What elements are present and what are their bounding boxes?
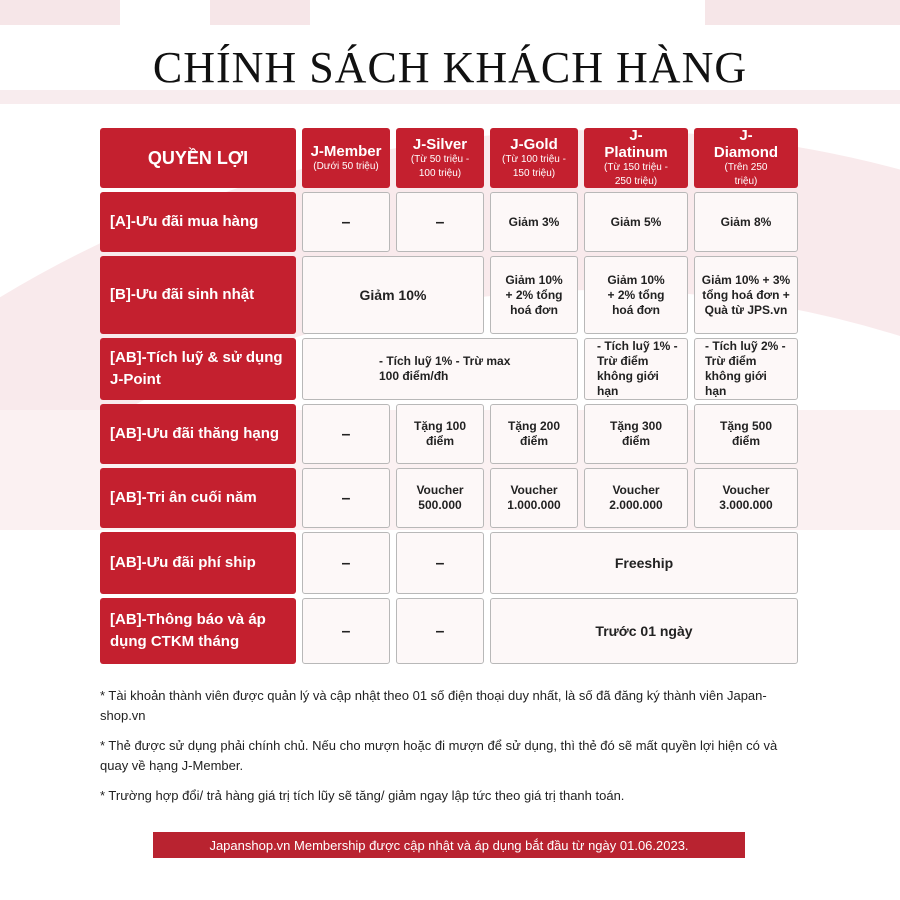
benefit-cell: Giảm 10% + 3% tổng hoá đơn + Quà từ JPS.vn xyxy=(694,256,798,334)
benefit-cell: - Tích luỹ 1% - Trừ max 100 điểm/đh xyxy=(302,338,578,400)
tier-name: J-Diamond xyxy=(713,127,779,161)
tier-header-j-member xyxy=(302,128,390,188)
benefit-cell: – xyxy=(396,532,484,594)
tier-header-j-diamond xyxy=(694,128,798,188)
benefit-cell: - Tích luỹ 2% - Trừ điểm không giới hạn xyxy=(694,338,798,400)
note: * Trường hợp đổi/ trả hàng giá trị tích lũy sẽ tăng/ giảm ngay lập tức theo giá trị thanh toán. xyxy=(100,788,625,803)
row-label: [AB]-Ưu đãi thăng hạng xyxy=(100,404,296,464)
tier-range: (Từ 150 triệu - 250 triệu) xyxy=(604,162,668,187)
benefit-cell: – xyxy=(302,598,390,664)
tier-name: J-Gold xyxy=(510,135,558,153)
benefit-cell: Tặng 500 điểm xyxy=(694,404,798,464)
benefit-cell: Voucher 500.000 xyxy=(396,468,484,528)
row-label: [A]-Ưu đãi mua hàng xyxy=(100,192,296,252)
benefit-cell: Giảm 10% xyxy=(302,256,484,334)
benefit-cell: Giảm 10% + 2% tổng hoá đơn xyxy=(490,256,578,334)
benefit-cell: Giảm 8% xyxy=(694,192,798,252)
benefit-cell: – xyxy=(302,468,390,528)
tier-header-j-silver xyxy=(396,128,484,188)
benefit-cell: – xyxy=(302,192,390,252)
benefit-cell: Giảm 3% xyxy=(490,192,578,252)
tier-name: J-Member xyxy=(310,142,382,160)
benefit-cell: - Tích luỹ 1% - Trừ điểm không giới hạn xyxy=(584,338,688,400)
benefit-cell: Trước 01 ngày xyxy=(490,598,798,664)
tier-name: J-Platinum xyxy=(604,127,668,161)
row-label: [AB]-Ưu đãi phí ship xyxy=(100,532,296,594)
benefit-cell: – xyxy=(396,598,484,664)
tier-header-j-platinum xyxy=(584,128,688,188)
benefit-cell: Giảm 5% xyxy=(584,192,688,252)
notes xyxy=(100,686,800,816)
note: * Tài khoản thành viên được quản lý và cập nhật theo 01 số điện thoại duy nhất, là số đã đăng ký thành viên Japan-shop.vn xyxy=(100,688,767,723)
benefit-cell: – xyxy=(302,404,390,464)
benefit-cell: Tặng 300 điểm xyxy=(584,404,688,464)
benefit-cell: – xyxy=(396,192,484,252)
note: * Thẻ được sử dụng phải chính chủ. Nếu cho mượn hoặc đi mượn để sử dụng, thì thẻ đó sẽ mất quyền lợi hiện có và quay về hạng J-Member. xyxy=(100,738,778,773)
benefit-cell: Freeship xyxy=(490,532,798,594)
benefit-cell: Voucher 1.000.000 xyxy=(490,468,578,528)
tier-range: (Dưới 50 triệu) xyxy=(313,160,379,172)
benefit-cell: Tặng 100 điểm xyxy=(396,404,484,464)
tier-name: J-Silver xyxy=(412,135,468,153)
benefit-cell: – xyxy=(302,532,390,594)
corner-header: QUYỀN LỢI xyxy=(100,128,296,188)
row-label: [AB]-Tri ân cuối năm xyxy=(100,468,296,528)
footer-banner: Japanshop.vn Membership được cập nhật và áp dụng bắt đầu từ ngày 01.06.2023. xyxy=(153,832,745,858)
row-label: [B]-Ưu đãi sinh nhật xyxy=(100,256,296,334)
tier-range: (Trên 250 triệu) xyxy=(724,162,768,187)
row-label: [AB]-Tích luỹ & sử dụng J-Point xyxy=(100,338,296,400)
tier-range: (Từ 50 triệu - 100 triệu) xyxy=(410,153,470,179)
page-title: CHÍNH SÁCH KHÁCH HÀNG xyxy=(152,43,748,92)
benefit-cell: Tặng 200 điểm xyxy=(490,404,578,464)
row-label: [AB]-Thông báo và áp dụng CTKM tháng xyxy=(100,598,296,664)
tier-header-j-gold xyxy=(490,128,578,188)
tier-range: (Từ 100 triệu - 150 triệu) xyxy=(502,153,566,179)
benefit-cell: Giảm 10% + 2% tổng hoá đơn xyxy=(584,256,688,334)
benefit-cell: Voucher 2.000.000 xyxy=(584,468,688,528)
benefit-cell: Voucher 3.000.000 xyxy=(694,468,798,528)
